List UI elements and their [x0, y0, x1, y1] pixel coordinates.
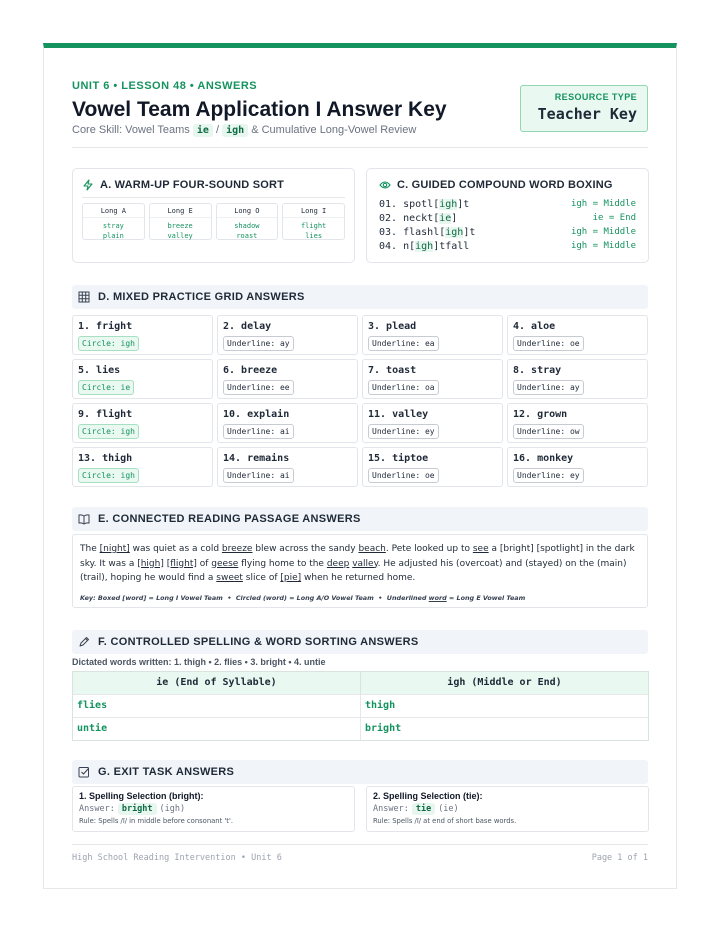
team-position: igh = Middle: [570, 241, 636, 251]
compound-row: [379, 225, 636, 239]
sort-head: Long O: [217, 204, 278, 218]
grid-word: 13. thigh: [78, 453, 133, 464]
resource-type-badge: [520, 85, 648, 132]
passage-segment: a [bright] [spotlight] in the dark sky. It was a: [80, 544, 635, 569]
compound-row: [379, 211, 636, 225]
exit-task-title: 2. Spelling Selection (tie):: [373, 791, 483, 801]
grid-cell: [362, 403, 503, 443]
column-header-igh: igh (Middle or End): [360, 672, 648, 694]
section-c-card: [366, 168, 649, 263]
underlined-word: beach: [358, 544, 386, 554]
lightning-icon: [82, 179, 94, 191]
section-g-title: G. EXIT TASK ANSWERS: [98, 766, 235, 778]
passage-segment: The: [80, 544, 100, 554]
grid-cell: [72, 315, 213, 355]
key-underlined-end: = Long E Vowel Team: [446, 593, 526, 602]
sort-head: Long E: [150, 204, 211, 218]
grid-cell: [217, 359, 358, 399]
grid-word: 8. stray: [513, 365, 562, 376]
grid-icon: [78, 291, 90, 303]
grid-cell: [217, 403, 358, 443]
section-f-header: [72, 630, 648, 654]
answer-label: Answer:: [373, 804, 409, 814]
grid-cell: [507, 315, 648, 355]
sort-column: [216, 203, 279, 240]
underline-tag: Underline: ay: [223, 336, 294, 351]
subtitle-prefix: Core Skill: Vowel Teams: [72, 124, 190, 136]
answer-key-page: [43, 43, 677, 889]
practice-grid: [72, 315, 649, 487]
underline-tag: Underline: oa: [368, 380, 439, 395]
word-start: flashl[: [403, 226, 446, 238]
passage-segment: was quiet as a cold: [129, 544, 222, 554]
underline-tag: Underline: ey: [368, 424, 439, 439]
exit-task-title: 1. Spelling Selection (bright):: [79, 791, 204, 801]
vowel-team: igh: [445, 226, 464, 238]
circle-tag: Circle: ie: [78, 380, 134, 395]
section-a-card: [72, 168, 355, 263]
section-e-header: [72, 507, 648, 531]
underlined-word: sweet: [216, 573, 243, 583]
table-cell: bright: [360, 718, 648, 740]
grid-cell: [507, 447, 648, 487]
grid-cell: [507, 359, 648, 399]
exit-task-answer: [373, 804, 642, 814]
circle-tag: Circle: igh: [78, 424, 139, 439]
word-end: ]: [451, 212, 458, 224]
word-start: spotl[: [403, 198, 440, 210]
eye-icon: [379, 179, 391, 191]
section-d-title: D. MIXED PRACTICE GRID ANSWERS: [98, 291, 305, 303]
key-boxed: Key: Boxed [word] = Long I Vowel Team: [80, 593, 223, 602]
table-cell: thigh: [360, 695, 648, 717]
word-start: neckt[: [403, 212, 440, 224]
subtitle-slash: /: [215, 124, 220, 136]
subtitle-suffix: & Cumulative Long-Vowel Review: [251, 124, 417, 136]
grid-word: 11. valley: [368, 409, 429, 420]
boxed-word: [high]: [137, 558, 164, 569]
book-icon: [78, 513, 90, 525]
sort-head: Long A: [83, 204, 144, 218]
compound-word: [379, 241, 469, 252]
passage-key: [80, 591, 640, 606]
circle-tag: Circle: igh: [78, 468, 139, 483]
grid-cell: [507, 403, 648, 443]
exit-task-rule: Rule: Spells /ī/ in middle before consonant 't'.: [79, 817, 233, 825]
compound-row: [379, 239, 636, 253]
vowel-team: igh: [415, 240, 434, 252]
sort-word: lies: [305, 232, 323, 240]
row-number: 01.: [379, 198, 398, 210]
sort-word: breeze: [167, 222, 193, 230]
dictated-words: Dictated words written: 1. thigh • 2. flies • 3. bright • 4. untie: [72, 657, 326, 667]
table-row: [73, 717, 648, 740]
grid-word: 6. breeze: [223, 365, 278, 376]
key-underlined-sample: word: [428, 593, 447, 602]
table-cell: flies: [77, 700, 108, 711]
section-d-header: [72, 285, 648, 309]
checkbox-icon: [78, 766, 90, 778]
grid-cell: [217, 315, 358, 355]
grid-cell: [362, 359, 503, 399]
exit-task-box: [366, 786, 649, 832]
section-a-title: [82, 179, 345, 198]
key-circled: Circled (word) = Long A/O Vowel Team: [235, 593, 374, 602]
grid-word: 10. explain: [223, 409, 290, 420]
page-title: Vowel Team Application I Answer Key: [72, 98, 447, 121]
underline-tag: Underline: oe: [513, 336, 584, 351]
passage-segment: slice of: [242, 573, 281, 583]
compound-word: [379, 213, 457, 224]
underlined-word: see: [472, 544, 489, 554]
section-c-title: [379, 179, 636, 191]
underline-tag: Underline: ey: [513, 468, 584, 483]
passage-segment: blew across the sandy: [252, 544, 359, 554]
chip-ie: ie: [193, 124, 213, 137]
circle-tag: Circle: igh: [78, 336, 139, 351]
table-row: [73, 694, 648, 717]
word-end: ]t: [463, 226, 476, 238]
section-e-title: E. CONNECTED READING PASSAGE ANSWERS: [98, 513, 361, 525]
passage-text: [80, 542, 640, 586]
exit-task-rule: Rule: Spells /ī/ at end of short base words.: [373, 817, 517, 825]
underline-tag: Underline: ee: [223, 380, 294, 395]
team-position: igh = Middle: [570, 227, 636, 237]
underline-tag: Underline: ai: [223, 468, 294, 483]
grid-word: 9. flight: [78, 409, 133, 420]
underline-tag: Underline: ow: [513, 424, 584, 439]
row-number: 03.: [379, 226, 398, 238]
page-subtitle: [72, 124, 416, 136]
compound-word: [379, 199, 469, 210]
grid-word: 12. grown: [513, 409, 568, 420]
grid-cell: [362, 315, 503, 355]
header-divider: [72, 147, 648, 148]
sort-column: [82, 203, 145, 240]
section-c-title-text: C. GUIDED COMPOUND WORD BOXING: [397, 179, 613, 191]
grid-word: 16. monkey: [513, 453, 574, 464]
resource-type-label: RESOURCE TYPE: [554, 92, 637, 102]
word-start: n[: [403, 240, 416, 252]
underline-tag: Underline: ai: [223, 424, 294, 439]
grid-word: 5. lies: [78, 365, 121, 376]
grid-cell: [217, 447, 358, 487]
table-header: [73, 672, 648, 694]
grid-word: 1. fright: [78, 321, 133, 332]
sort-column: [282, 203, 345, 240]
row-number: 02.: [379, 212, 398, 224]
sort-word: valley: [167, 232, 193, 240]
section-g-header: [72, 760, 648, 784]
compound-row: [379, 197, 636, 211]
underlined-word: breeze: [221, 544, 253, 554]
sort-word: stray: [102, 222, 124, 230]
exit-task-answer: [79, 804, 348, 814]
underline-tag: Underline: ay: [513, 380, 584, 395]
underline-tag: Underline: oe: [368, 468, 439, 483]
row-number: 04.: [379, 240, 398, 252]
underlined-word: geese: [211, 558, 239, 569]
vowel-team: igh: [439, 198, 458, 210]
sort-word: roast: [236, 232, 258, 240]
reading-passage: [72, 534, 648, 608]
team-position: igh = Middle: [570, 199, 636, 209]
vowel-team: ie: [439, 212, 452, 224]
grid-word: 14. remains: [223, 453, 290, 464]
word-end: ]t: [457, 198, 470, 210]
boxed-word: [pie]: [280, 573, 302, 583]
grid-word: 7. toast: [368, 365, 417, 376]
column-header-ie: ie (End of Syllable): [156, 677, 277, 688]
answer-team: (ie): [438, 804, 459, 814]
answer-team: (igh): [159, 804, 186, 814]
grid-cell: [72, 359, 213, 399]
passage-segment: of: [196, 558, 212, 569]
sort-word: flight: [300, 222, 327, 230]
resource-type-value: Teacher Key: [537, 105, 637, 123]
underline-tag: Underline: ea: [368, 336, 439, 351]
underlined-word: deep: [326, 558, 350, 569]
key-bullet: •: [378, 593, 383, 602]
passage-segment: . He adjusted his (overcoat) and (stayed) on the (main) (trail), hoping he would find a: [80, 558, 627, 583]
boxed-word: [night]: [99, 544, 130, 554]
underlined-word: valley: [352, 558, 378, 569]
exit-task-box: [72, 786, 355, 832]
passage-segment: flying home to the: [238, 558, 327, 569]
sort-head: Long I: [283, 204, 344, 218]
key-bullet: •: [227, 593, 232, 602]
compound-word: [379, 227, 475, 238]
passage-segment: . Pete looked up to: [385, 544, 473, 554]
sort-word: plain: [102, 232, 124, 240]
word-end: ]tfall: [433, 240, 470, 252]
footer-course: High School Reading Intervention • Unit 6: [72, 853, 282, 863]
grid-word: 3. plead: [368, 321, 417, 332]
answer-label: Answer:: [79, 804, 115, 814]
sort-column: [149, 203, 212, 240]
boxed-word: [flight]: [166, 558, 197, 569]
footer-divider: [72, 844, 648, 845]
table-cell: untie: [77, 723, 108, 734]
grid-word: 2. delay: [223, 321, 272, 332]
grid-cell: [72, 447, 213, 487]
grid-word: 15. tiptoe: [368, 453, 429, 464]
footer-page-number: Page 1 of 1: [591, 853, 648, 863]
key-underlined: Underlined: [386, 593, 429, 602]
grid-cell: [362, 447, 503, 487]
section-f-title: F. CONTROLLED SPELLING & WORD SORTING ANSWERS: [98, 636, 419, 648]
grid-word: 4. aloe: [513, 321, 556, 332]
passage-segment: when he returned home.: [301, 573, 416, 583]
grid-cell: [72, 403, 213, 443]
sorting-table: [72, 671, 649, 741]
answer-value: tie: [412, 803, 435, 815]
answer-value: bright: [118, 803, 157, 815]
team-position: ie = End: [592, 213, 636, 223]
section-a-title-text: A. WARM-UP FOUR-SOUND SORT: [100, 179, 285, 191]
chip-igh: igh: [222, 124, 248, 137]
sound-sort: [82, 203, 345, 240]
lesson-eyebrow: UNIT 6 • LESSON 48 • ANSWERS: [72, 80, 258, 92]
pen-icon: [78, 636, 90, 648]
sort-word: shadow: [234, 222, 260, 230]
